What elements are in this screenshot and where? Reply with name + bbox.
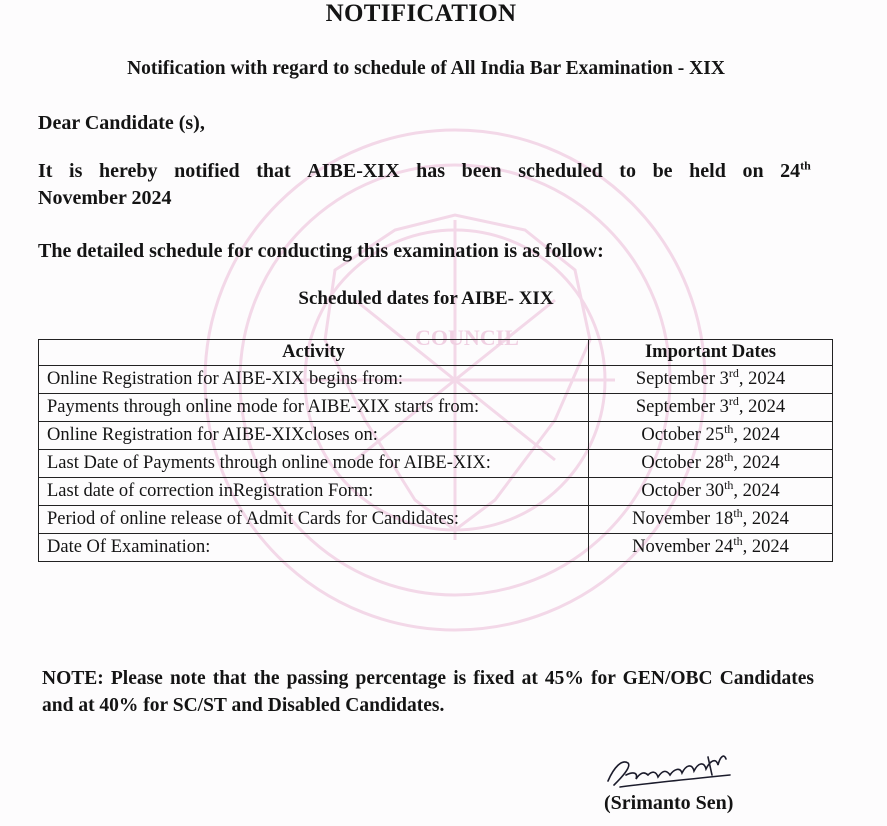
activity-cell: Last Date of Payments through online mode for AIBE-XIX: bbox=[39, 450, 589, 478]
table-row bbox=[39, 534, 833, 562]
body-word: scheduled bbox=[518, 160, 603, 182]
date-cell bbox=[589, 478, 833, 506]
body-word: notified bbox=[174, 160, 240, 182]
activity-column-header: Activity bbox=[39, 340, 589, 366]
date-suffix: th bbox=[724, 421, 734, 436]
body-word: held bbox=[689, 160, 726, 182]
activity-cell: Payments through online mode for AIBE-XIX starts from: bbox=[39, 394, 589, 422]
date-cell bbox=[589, 394, 833, 422]
table-header-row bbox=[39, 340, 833, 366]
body-word: hereby bbox=[98, 160, 158, 182]
body-word: to bbox=[619, 160, 636, 182]
date-cell bbox=[589, 534, 833, 562]
body-line-1 bbox=[38, 158, 811, 185]
table-row bbox=[39, 450, 833, 478]
date-text: October 25 bbox=[641, 425, 725, 445]
exam-day-suffix: th bbox=[800, 158, 811, 173]
date-year: , 2024 bbox=[742, 509, 789, 529]
table-row bbox=[39, 366, 833, 394]
date-suffix: th bbox=[733, 533, 743, 548]
body-word: been bbox=[461, 160, 502, 182]
salutation: Dear Candidate (s), bbox=[38, 112, 205, 134]
date-suffix: th bbox=[724, 449, 734, 464]
passing-percentage-note: NOTE: Please note that the passing percentage is fixed at 45% for GEN/OBC Candidates and at 40% for SC/ST and Disabled Candidates. bbox=[42, 668, 814, 716]
body-word: It bbox=[38, 160, 53, 182]
handwritten-signature bbox=[600, 745, 750, 795]
date-cell bbox=[589, 450, 833, 478]
body-word: AIBE-XIX bbox=[307, 160, 400, 182]
date-suffix: rd bbox=[728, 365, 739, 380]
notification-subject: Notification with regard to schedule of All India Bar Examination - XIX bbox=[127, 58, 725, 79]
table-row bbox=[39, 422, 833, 450]
activity-cell: Period of online release of Admit Cards for Candidates: bbox=[39, 506, 589, 534]
watermark-council-text: COUNCIL bbox=[415, 325, 519, 350]
exam-day-number: 24 bbox=[780, 160, 801, 182]
date-cell bbox=[589, 422, 833, 450]
schedule-table bbox=[38, 339, 833, 562]
date-cell bbox=[589, 506, 833, 534]
table-caption: Scheduled dates for AIBE- XIX bbox=[298, 288, 554, 309]
date-suffix: th bbox=[724, 477, 734, 492]
date-text: October 28 bbox=[641, 453, 725, 473]
table-row bbox=[39, 394, 833, 422]
body-word: be bbox=[652, 160, 673, 182]
schedule-intro: The detailed schedule for conducting this examination is as follow: bbox=[38, 240, 604, 262]
date-suffix: rd bbox=[728, 393, 739, 408]
date-text: September 3 bbox=[635, 369, 729, 389]
page-title: NOTIFICATION bbox=[325, 0, 517, 27]
activity-cell: Online Registration for AIBE-XIXcloses on: bbox=[39, 422, 589, 450]
activity-cell: Date Of Examination: bbox=[39, 534, 589, 562]
body-word: that bbox=[256, 160, 291, 182]
exam-day bbox=[780, 158, 811, 185]
signatory-name: (Srimanto Sen) bbox=[604, 792, 734, 814]
table-row bbox=[39, 478, 833, 506]
date-year: , 2024 bbox=[733, 425, 780, 445]
date-text: September 3 bbox=[635, 397, 729, 417]
date-text: November 18 bbox=[632, 509, 734, 529]
date-year: , 2024 bbox=[738, 369, 786, 389]
body-word: is bbox=[69, 160, 83, 182]
table-row bbox=[39, 506, 833, 534]
body-line-2: November 2024 bbox=[38, 187, 172, 209]
body-word: on bbox=[742, 160, 764, 182]
date-text: October 30 bbox=[641, 481, 725, 501]
date-cell bbox=[589, 366, 833, 394]
date-year: , 2024 bbox=[738, 397, 786, 417]
activity-cell: Online Registration for AIBE-XIX begins from: bbox=[39, 366, 589, 394]
date-year: , 2024 bbox=[742, 537, 789, 557]
activity-cell: Last date of correction inRegistration Form: bbox=[39, 478, 589, 506]
date-suffix: th bbox=[733, 505, 743, 520]
notification-body bbox=[38, 158, 811, 212]
date-year: , 2024 bbox=[733, 453, 780, 473]
body-word: has bbox=[416, 160, 446, 182]
date-year: , 2024 bbox=[733, 481, 780, 501]
date-text: November 24 bbox=[632, 537, 734, 557]
dates-column-header: Important Dates bbox=[589, 340, 833, 366]
